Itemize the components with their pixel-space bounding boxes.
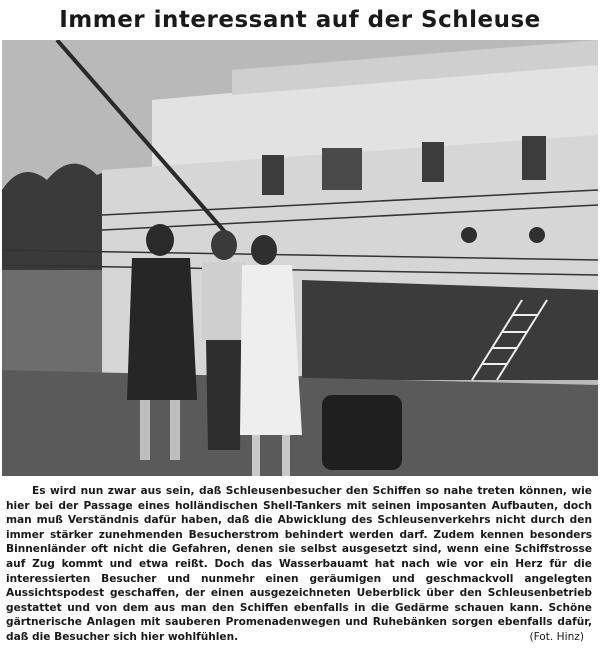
bollard (322, 395, 402, 470)
photo-credit: (Fot. Hinz) (529, 630, 584, 643)
ship-window (322, 148, 362, 190)
ship-window (422, 142, 444, 182)
headline: Immer interessant auf der Schleuse (59, 7, 541, 33)
news-photo (2, 40, 598, 476)
ship-hull (302, 280, 598, 380)
ship-porthole (529, 227, 545, 243)
caption-text: Es wird nun zwar aus sein, daß Schleusenbesucher den Schiffen so nahe treten können, wie hier bei der Passage eines holländischen Shell-Tankers mit seinen imposanten Aufbauten, doch man muß Verständnis dafür haben, daß die Abwicklung des Schleusenverkehrs nicht durch den immer stärker zunehmenden Besucherstrom behindert werden darf. Zudem kennen besonders Binnenländer oft nicht die Gefahren, denen sie selbst ausgesetzt sind, wenn eine Schiffstrosse auf Zug kommt und etwa reißt. Doch das Wasserbauamt hat nach wie vor ein Herz für die interessierten Besucher und nunmehr einen geräumigen und geschmackvoll angelegten Aussichtspodest geschaffen, der einen ausgezeichneten Ueberblick über den Schleusenbetrieb gestattet und von dem aus man den Schiffen ebenfalls in die Gedärme schauen kann. Schöne gärtnerische Anlagen mit sauberen Promenadenwegen und Ruhebänken sorgen ebenfalls dafür, daß die Besucher sich hier wohlfühlen. (6, 485, 592, 643)
ship-window (262, 155, 284, 195)
photo-caption (6, 484, 592, 645)
ship-porthole (461, 227, 477, 243)
ship-window (522, 136, 546, 180)
photo-illustration (2, 40, 598, 476)
